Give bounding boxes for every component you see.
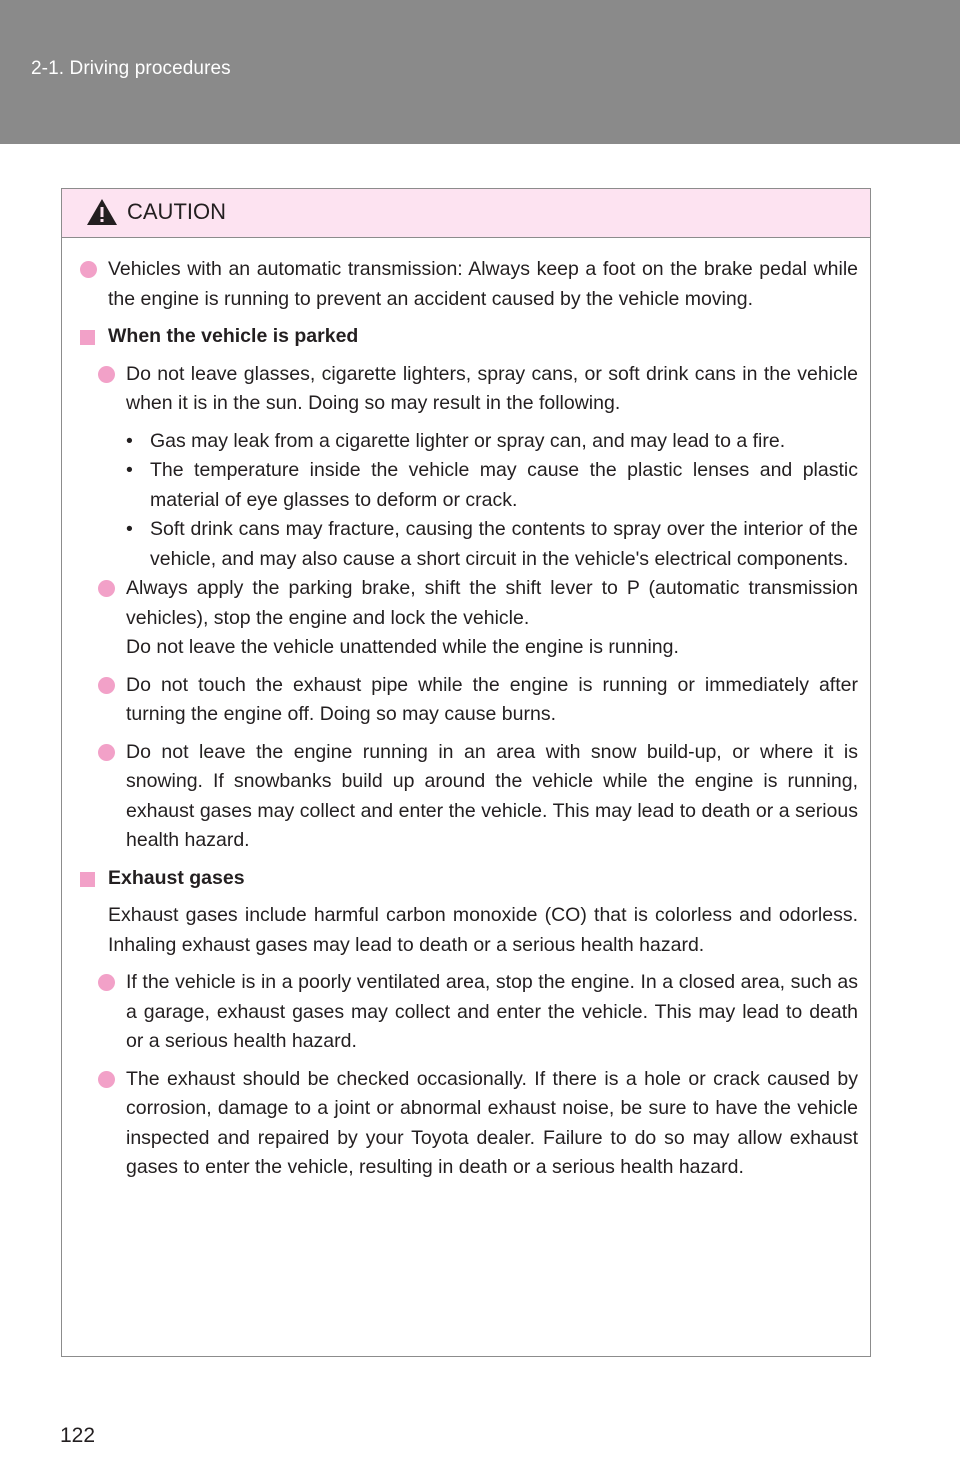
caution-content (80, 255, 858, 1183)
bullet-do-not-leave: Do not leave glasses, cigarette lighters, spray cans, or soft drink cans in the vehicle when it is in the sun. Doing so may result in the following. (98, 360, 858, 419)
section-title: 2-1. Driving procedures (31, 58, 231, 79)
section-heading-exhaust: Exhaust gases (80, 864, 858, 894)
bullet-dot-icon (98, 744, 115, 761)
bullet-parking-brake: Always apply the parking brake, shift the shift lever to P (automatic transmission vehicles), stop the engine and lock the vehicle. Do not leave the vehicle unattended while the engine is running. (98, 574, 858, 663)
bullet-dot-icon (98, 1071, 115, 1088)
bullet-dot-icon (98, 677, 115, 694)
bullet-snow: Do not leave the engine running in an area with snow build-up, or where it is snowing. If snowbanks build up around the vehicle while the engine is running, exhaust gases may collect and enter the vehicle. This may lead to death or a serious health hazard. (98, 738, 858, 856)
caution-box (61, 188, 871, 1357)
square-bullet-icon (80, 330, 95, 345)
exhaust-intro: Exhaust gases include harmful carbon monoxide (CO) that is colorless and odorless. Inhaling exhaust gases may lead to death or a serious health hazard. (108, 904, 858, 956)
header-band (0, 0, 960, 144)
list-item: • Gas may leak from a cigarette lighter or spray can, and may lead to a fire. (126, 429, 786, 452)
bullet-dot-icon (98, 974, 115, 991)
page-number: 122 (60, 1424, 96, 1447)
bullet-checked: The exhaust should be checked occasionally. If there is a hole or crack caused by corrosion, damage to a joint or abnormal exhaust noise, be sure to have the vehicle inspected and repaired by your Toyota dealer. Failure to do so may allow exhaust gases to enter the vehicle, resulting in death or a serious health hazard. (98, 1065, 858, 1183)
warning-triangle-icon (86, 198, 118, 226)
bullet-exhaust-pipe: Do not touch the exhaust pipe while the engine is running or immediately after turning the engine off. Doing so may cause burns. (98, 671, 858, 730)
square-bullet-icon (80, 872, 95, 887)
bullet-auto-trans: Vehicles with an automatic transmission: Always keep a foot on the brake pedal while the engine is running to prevent an accident caused by the vehicle moving. (80, 255, 858, 314)
bullet-ventilated: If the vehicle is in a poorly ventilated area, stop the engine. In a closed area, such as a garage, exhaust gases may collect and enter the vehicle. This may lead to death or a serious health hazard. (98, 968, 858, 1057)
consequence-list (80, 427, 858, 575)
bullet-dot-icon (80, 261, 97, 278)
caution-title: CAUTION (127, 199, 226, 224)
bullet-dot-icon (98, 580, 115, 597)
section-heading-parked: When the vehicle is parked (80, 322, 858, 352)
list-item: • Soft drink cans may fracture, causing the contents to spray over the interior of the vehicle, and may also cause a short circuit in the vehicle's electrical components. (126, 518, 858, 570)
caution-header (62, 189, 870, 238)
list-item: • The temperature inside the vehicle may cause the plastic lenses and plastic material of eye glasses to deform or crack. (126, 459, 858, 511)
bullet-dot-icon (98, 366, 115, 383)
